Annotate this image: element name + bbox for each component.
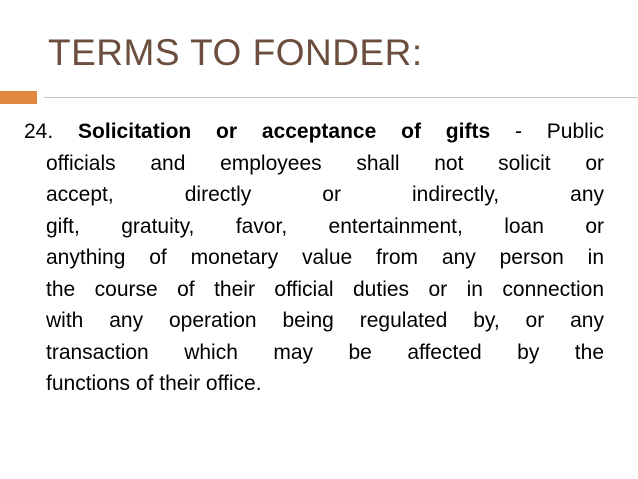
paragraph-line: transaction which may be affected by the [46, 340, 604, 364]
paragraph-first-line-rest: - Public [514, 120, 604, 143]
paragraph-heading: Solicitation or acceptance of gifts [78, 120, 491, 143]
paragraph-line: officials and employees shall not solicit or [46, 151, 604, 175]
paragraph-line-1 [24, 116, 604, 148]
paragraph-number: 24. [24, 120, 54, 143]
paragraph-line: functions of their office. [46, 372, 262, 395]
paragraph-24 [24, 116, 604, 400]
paragraph-line: with any operation being regulated by, or any [46, 309, 604, 332]
title-divider-line [44, 97, 638, 98]
slide-title: TERMS TO FONDER: [48, 32, 423, 73]
title-accent-square [0, 91, 37, 104]
paragraph-line: accept, directly or indirectly, any [46, 183, 604, 206]
paragraph-line: the course of their official duties or in connection [46, 277, 604, 301]
paragraph-line: gift, gratuity, favor, entertainment, loan or [46, 214, 604, 238]
paragraph-line: anything of monetary value from any person in [46, 246, 604, 269]
